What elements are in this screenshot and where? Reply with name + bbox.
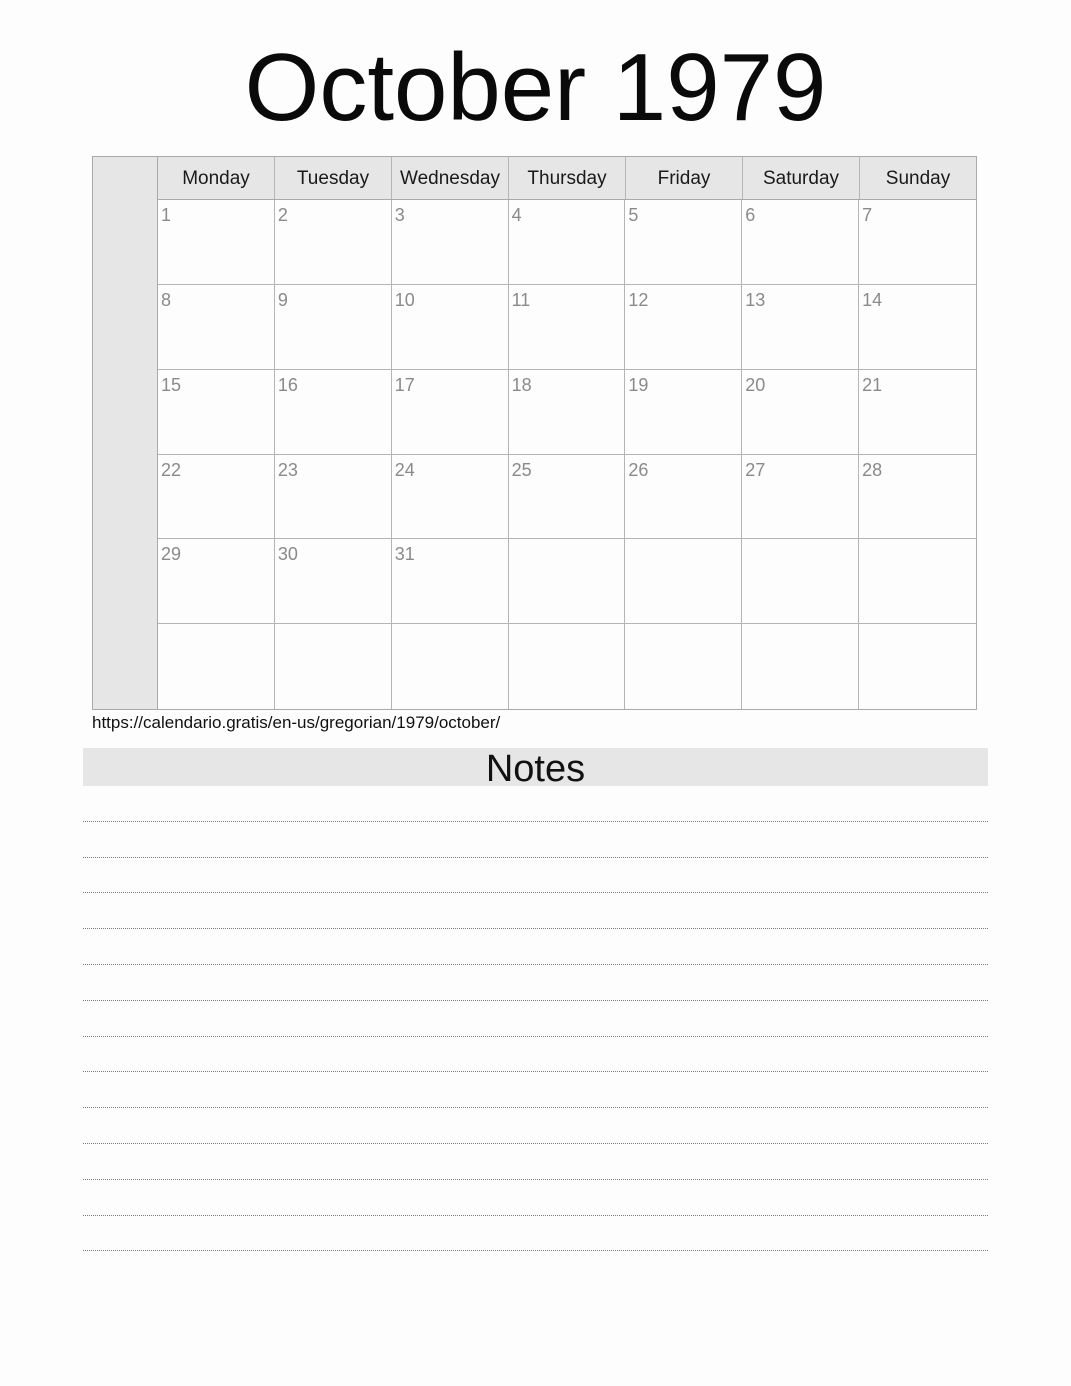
day-cell bbox=[859, 370, 976, 455]
day-number: 21 bbox=[862, 374, 883, 395]
day-number: 24 bbox=[394, 459, 415, 480]
day-number: 28 bbox=[862, 459, 883, 480]
day-number: 14 bbox=[862, 289, 883, 310]
day-cell bbox=[275, 285, 392, 370]
day-cell bbox=[158, 455, 275, 540]
day-number: 7 bbox=[862, 205, 873, 225]
day-number: 13 bbox=[745, 289, 766, 310]
day-cell bbox=[859, 455, 976, 540]
day-number: 12 bbox=[628, 289, 649, 310]
day-number: 1 bbox=[161, 205, 172, 225]
day-cell bbox=[742, 285, 859, 370]
note-line bbox=[83, 929, 988, 965]
day-number: 19 bbox=[628, 374, 649, 395]
weekday-header-sunday: Sunday bbox=[885, 168, 951, 189]
day-number: 11 bbox=[511, 289, 531, 310]
note-line bbox=[83, 965, 988, 1001]
note-line bbox=[83, 1037, 988, 1073]
page-title: October 1979 bbox=[244, 34, 827, 141]
day-number: 4 bbox=[511, 205, 522, 225]
day-cell bbox=[275, 200, 392, 285]
day-cell bbox=[275, 455, 392, 540]
day-number: 27 bbox=[745, 459, 766, 480]
day-number: 17 bbox=[394, 374, 415, 395]
day-number: 31 bbox=[394, 544, 415, 565]
day-number: 25 bbox=[511, 459, 532, 480]
note-line bbox=[83, 893, 988, 929]
day-number: 2 bbox=[277, 205, 288, 225]
day-cell bbox=[742, 455, 859, 540]
day-cell bbox=[158, 370, 275, 455]
day-cell bbox=[392, 285, 509, 370]
day-number: 6 bbox=[745, 205, 756, 225]
day-cell bbox=[742, 370, 859, 455]
day-number: 16 bbox=[277, 374, 298, 395]
day-number: 18 bbox=[511, 374, 532, 395]
day-number: 9 bbox=[277, 289, 288, 310]
notes-heading: Notes bbox=[83, 748, 988, 786]
day-cell bbox=[509, 624, 626, 709]
day-cell bbox=[859, 539, 976, 624]
day-number: 15 bbox=[161, 374, 182, 395]
day-cell bbox=[158, 539, 275, 624]
day-cell bbox=[625, 455, 742, 540]
day-cell bbox=[275, 370, 392, 455]
note-line bbox=[83, 822, 988, 858]
day-cell bbox=[742, 200, 859, 285]
day-cell bbox=[392, 370, 509, 455]
note-line bbox=[83, 858, 988, 894]
day-cell bbox=[158, 200, 275, 285]
note-line bbox=[83, 786, 988, 822]
weekday-header-monday: Monday bbox=[158, 157, 275, 199]
week-number-column bbox=[93, 157, 158, 709]
day-cell bbox=[158, 624, 275, 709]
day-cell bbox=[158, 285, 275, 370]
day-cell bbox=[625, 624, 742, 709]
day-grid bbox=[158, 200, 976, 709]
notes-lines bbox=[83, 786, 988, 1251]
note-line bbox=[83, 1144, 988, 1180]
day-cell bbox=[275, 539, 392, 624]
weekday-header-wednesday: Wednesday bbox=[392, 157, 509, 199]
month-calendar bbox=[92, 156, 977, 710]
day-number: 23 bbox=[277, 459, 298, 480]
note-line bbox=[83, 1180, 988, 1216]
day-cell bbox=[742, 624, 859, 709]
weekday-header-saturday: Saturday bbox=[743, 157, 860, 199]
day-number: 26 bbox=[628, 459, 649, 480]
weekday-header-friday: Friday bbox=[626, 157, 743, 199]
note-line bbox=[83, 1108, 988, 1144]
day-number: 20 bbox=[745, 374, 766, 395]
day-cell bbox=[509, 285, 626, 370]
day-cell bbox=[392, 539, 509, 624]
day-cell bbox=[275, 624, 392, 709]
day-number: 5 bbox=[628, 205, 639, 225]
day-cell bbox=[509, 539, 626, 624]
day-cell bbox=[625, 285, 742, 370]
day-number: 8 bbox=[161, 289, 172, 310]
day-cell bbox=[509, 455, 626, 540]
day-number: 22 bbox=[161, 459, 182, 480]
day-number: 3 bbox=[394, 205, 405, 225]
day-cell bbox=[859, 624, 976, 709]
day-cell bbox=[859, 200, 976, 285]
note-line bbox=[83, 1216, 988, 1252]
source-url: https://calendario.gratis/en-us/gregorian/1979/october/ bbox=[92, 713, 501, 732]
day-cell bbox=[625, 200, 742, 285]
day-number: 29 bbox=[161, 544, 182, 565]
day-cell bbox=[625, 370, 742, 455]
day-cell bbox=[509, 200, 626, 285]
day-cell bbox=[859, 285, 976, 370]
note-line bbox=[83, 1001, 988, 1037]
day-cell bbox=[392, 624, 509, 709]
weekday-header-thursday: Thursday bbox=[509, 157, 626, 199]
day-cell bbox=[392, 200, 509, 285]
note-line bbox=[83, 1072, 988, 1108]
day-number: 30 bbox=[277, 544, 298, 565]
weekday-header-row bbox=[158, 157, 976, 200]
weekday-header-tuesday: Tuesday bbox=[275, 157, 392, 199]
day-cell bbox=[392, 455, 509, 540]
day-cell bbox=[742, 539, 859, 624]
day-number: 10 bbox=[394, 289, 415, 310]
day-cell bbox=[625, 539, 742, 624]
day-cell bbox=[509, 370, 626, 455]
